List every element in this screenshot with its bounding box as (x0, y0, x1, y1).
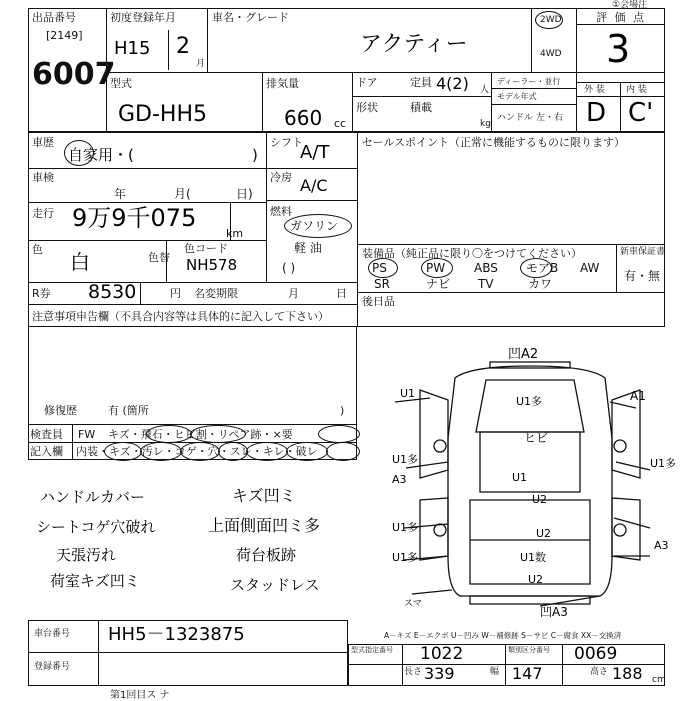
history-close: ) (252, 146, 258, 164)
ext-grade: D (586, 98, 607, 128)
remark-6: 荷台板跡 (236, 546, 297, 564)
mark-left-a3: A3 (392, 473, 407, 486)
notes-label: 注意事項申告欄（不具合内容等は具体的に記入して下さい） (32, 310, 329, 323)
insp-year: 年 (114, 187, 127, 201)
mark-windshield: ヒビ (524, 431, 549, 445)
mileage-label: 走行 (32, 207, 54, 220)
mark-right-door: U1多 (650, 457, 677, 470)
capacity-label: 定員 (410, 76, 432, 89)
mark-bumper-left: スマ (404, 599, 422, 609)
lot-number: 6007 (32, 57, 116, 92)
fuel-label: 燃料 (270, 205, 292, 218)
fuel-gas: ガソリン (290, 219, 339, 233)
fuel-diesel: 軽 油 (294, 241, 322, 255)
equip-leather: カワ (528, 277, 553, 291)
category-label: 類別区分番号 (508, 646, 550, 654)
history-value: 自家用・( (68, 146, 134, 164)
type-designation-label: 型式指定番号 (351, 646, 393, 654)
model-year-label: モデル年式 (497, 92, 537, 101)
2wd-option: 2WD (540, 15, 562, 25)
shape-label: 形状 (356, 101, 378, 114)
mark-left-front: U1 (400, 387, 416, 400)
4wd-option: 4WD (540, 49, 562, 59)
color-label: 色 (32, 243, 43, 256)
fuel-paren: ( ) (282, 261, 296, 275)
color-code-label: 色コード (184, 242, 228, 255)
type-designation-value: 1022 (420, 644, 464, 664)
handle-label: ハンドル (497, 113, 534, 123)
limit-day: 日 (336, 287, 347, 300)
mark-left-door: U1多 (392, 453, 419, 466)
load-unit: kg (480, 119, 491, 129)
first-reg-year: H15 (114, 38, 151, 59)
insp-day: 日) (236, 187, 253, 201)
remark-5: 天張汚れ (56, 546, 117, 564)
height-label: 高さ (590, 667, 609, 677)
mileage-value: 9万9千075 (72, 204, 197, 232)
check-row-2: 内装・キズ・汚レ・コゲ・穴・スレ・キレ・破レ (76, 445, 318, 458)
handle-options: 左・右 (536, 113, 564, 123)
dealer-label: ディーラー・並行 (497, 77, 561, 86)
yen-unit: 円 (170, 287, 181, 300)
remark-2: キズ凹ミ (232, 486, 296, 505)
mark-right-front: A1 (630, 389, 646, 403)
mark-bed-mid: U2 (536, 527, 552, 540)
mark-bed-rear: U1数 (520, 551, 547, 564)
mark-right-a3: A3 (654, 539, 669, 552)
equip-ps: PS (372, 261, 387, 275)
writer-label: 記入欄 (30, 445, 63, 458)
check-row-1: キズ・飛石・ヒビ割・リペア跡・×要 (108, 428, 293, 441)
color-code: NH578 (186, 256, 238, 274)
displacement-label: 排気量 (266, 77, 299, 90)
mark-roof: U1多 (516, 395, 543, 408)
limit-label: 名変期限 (194, 287, 238, 300)
recycle-label: R券 (32, 287, 51, 300)
length-label: 長さ (404, 667, 423, 677)
limit-month: 月 (288, 287, 299, 300)
sales-point-label: セールスポイント（正常に機能するものに限ります） (362, 136, 626, 149)
displacement-value: 660 (284, 106, 323, 130)
repair-value: 有 (箇所 (108, 404, 149, 417)
ac-value: A/C (300, 176, 328, 195)
equip-abs: ABS (474, 261, 498, 275)
inspection-label: 車検 (32, 171, 54, 184)
model-label: 型式 (110, 77, 132, 90)
length-value: 339 (424, 664, 455, 683)
width-value: 147 (512, 664, 543, 683)
shift-value: A/T (300, 142, 330, 163)
equip-tv: TV (478, 277, 494, 291)
repair-close: ) (340, 404, 345, 417)
category-value: 0069 (574, 644, 618, 664)
inspector-label: 検査員 (30, 428, 63, 441)
remark-4: 上面側面凹ミ多 (208, 516, 321, 535)
name-label: 車名・グレード (212, 11, 289, 24)
equip-pw: PW (426, 261, 446, 275)
color-value: 白 (70, 250, 90, 274)
mark-rear: 凹A3 (540, 605, 568, 619)
mark-left-rear: U1多 (392, 551, 419, 564)
capacity-unit: 人 (480, 85, 490, 95)
int-grade: C' (628, 98, 654, 128)
rating-value: 3 (606, 27, 631, 71)
recycle-value: 8530 (88, 281, 137, 303)
ext-label: 外 装 (584, 85, 605, 95)
repair-label: 修復歴 (44, 404, 77, 417)
equipment-label: 装備品（純正品に限り〇をつけてください） (362, 247, 582, 260)
width-label: 幅 (490, 667, 500, 677)
color-change-label: 色替 (148, 251, 170, 264)
chassis-label: 車台番号 (34, 629, 71, 639)
cc-unit: cc (334, 117, 347, 130)
damage-legend: A－キズ E－エクボ U－凹み W－補修跡 S－サビ C－腐食 XX－交換済 (384, 631, 622, 640)
after-label: 後日品 (362, 295, 395, 308)
mark-hood: U1 (512, 471, 528, 484)
height-value: 188 (612, 664, 643, 683)
cm-unit: cm (652, 675, 666, 685)
int-label: 内 装 (626, 85, 647, 95)
bottom-cut-text: 第1回目ス ナ (110, 690, 170, 701)
rating-label: 評 価 点 (596, 11, 646, 24)
ac-label: 冷房 (270, 171, 292, 184)
mark-front: 凹A2 (508, 347, 539, 362)
history-label: 車歴 (32, 136, 54, 149)
chassis-value: HH5－1323875 (108, 624, 245, 645)
mark-tailgate: U2 (528, 573, 544, 586)
lot-label: 出品番号 (32, 11, 76, 24)
shift-label: シフト (270, 136, 303, 149)
load-label: 積載 (410, 101, 432, 114)
equip-navi: ナビ (426, 277, 451, 291)
mark-cab-back: U2 (532, 493, 548, 506)
car-name: アクティー (360, 32, 468, 57)
first-reg-label: 初度登録年月 (110, 11, 176, 24)
remark-3: シートコゲ穴破れ (36, 518, 156, 536)
first-reg-month: 2 (176, 34, 190, 59)
remark-1: ハンドルカバー (40, 488, 146, 506)
equip-airbag: モアB (526, 261, 559, 275)
model-value: GD-HH5 (118, 102, 208, 127)
month-unit: 月 (196, 59, 206, 69)
warranty-value: 有・無 (624, 269, 661, 283)
reg-label: 登録番号 (34, 662, 71, 672)
equip-aw: AW (580, 261, 600, 275)
mark-left-bed: U1多 (392, 521, 419, 534)
remark-7: 荷室キズ凹ミ (50, 572, 140, 590)
equip-sr: SR (374, 277, 390, 291)
fw-label: FW (78, 428, 96, 441)
venue-note: ①会場注 (612, 0, 648, 10)
remark-8: スタッドレス (230, 576, 320, 594)
lot-code: [2149] (46, 29, 83, 42)
km-unit: km (226, 227, 244, 240)
warranty-label: 新車保証書 (620, 247, 666, 257)
insp-month: 月( (174, 187, 191, 201)
door-label: ドア (356, 76, 378, 89)
capacity-value: 4(2) (436, 74, 469, 93)
